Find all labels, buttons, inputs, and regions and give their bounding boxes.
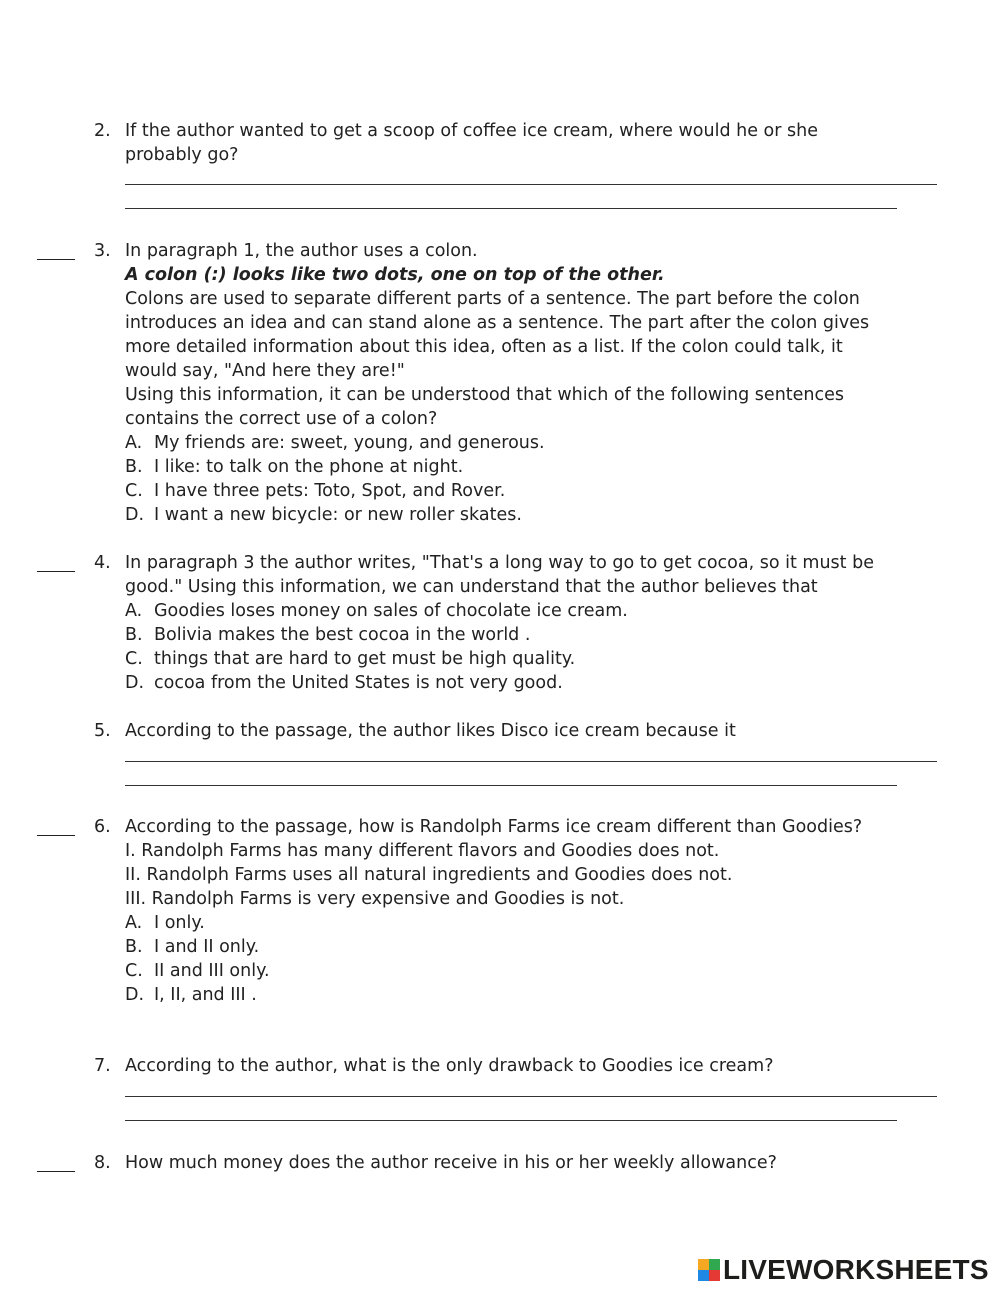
question-line: introduces an idea and can stand alone as a sentence. The part after the colon gives xyxy=(125,313,870,333)
choice-text: Goodies loses money on sales of chocolate ice cream. xyxy=(154,601,628,621)
question-line: If the author wanted to get a scoop of coffee ice cream, where would he or she xyxy=(125,121,819,141)
answer-blank[interactable] xyxy=(37,835,75,836)
choice-text: I like: to talk on the phone at night. xyxy=(154,457,464,477)
answer-blank[interactable] xyxy=(37,571,75,572)
choice-text: things that are hard to get must be high quality. xyxy=(154,649,576,669)
colon-definition: A colon (:) looks like two dots, one on top of the other. xyxy=(125,265,665,285)
answer-blank[interactable] xyxy=(37,259,75,260)
logo-block xyxy=(709,1259,720,1270)
choice-a xyxy=(125,599,940,623)
question-text xyxy=(125,1054,940,1078)
question-line: would say, "And here they are!" xyxy=(125,361,405,381)
question-line: Using this information, it can be understood that which of the following sentences xyxy=(125,385,845,405)
choice-text: I have three pets: Toto, Spot, and Rover. xyxy=(154,481,506,501)
question-line: good." Using this information, we can understand that the author believes that xyxy=(125,577,818,597)
choice-b xyxy=(125,455,940,479)
question-text xyxy=(125,239,940,527)
question-number: 2. xyxy=(94,121,111,141)
logo-block xyxy=(698,1259,709,1270)
choice-letter: A. xyxy=(125,913,143,933)
answer-line[interactable] xyxy=(125,208,897,209)
question-text xyxy=(125,1151,940,1175)
question-line: In paragraph 1, the author uses a colon. xyxy=(125,241,478,261)
question-line: probably go? xyxy=(125,145,239,165)
choice-letter: C. xyxy=(125,961,143,981)
choice-d xyxy=(125,671,940,695)
choice-text: II and III only. xyxy=(154,961,270,981)
choice-d xyxy=(125,983,940,1007)
answer-line[interactable] xyxy=(125,1120,897,1121)
choice-letter: A. xyxy=(125,601,143,621)
question-text xyxy=(125,719,940,743)
statement-2: II. Randolph Farms uses all natural ingredients and Goodies does not. xyxy=(125,865,733,885)
choice-text: cocoa from the United States is not very good. xyxy=(154,673,563,693)
question-line: In paragraph 3 the author writes, "That's a long way to go to get cocoa, so it must be xyxy=(125,553,874,573)
question-number: 4. xyxy=(94,553,111,573)
choice-letter: B. xyxy=(125,457,143,477)
choice-b xyxy=(125,623,940,647)
choice-text: I and II only. xyxy=(154,937,260,957)
question-number: 6. xyxy=(94,817,111,837)
answer-line[interactable] xyxy=(125,1096,937,1097)
choice-letter: D. xyxy=(125,985,145,1005)
question-line: contains the correct use of a colon? xyxy=(125,409,438,429)
choice-a xyxy=(125,911,940,935)
liveworksheets-logo xyxy=(698,1255,989,1285)
choice-letter: C. xyxy=(125,481,143,501)
choice-b xyxy=(125,935,940,959)
choice-c xyxy=(125,647,940,671)
choice-d xyxy=(125,503,940,527)
question-number: 5. xyxy=(94,721,111,741)
question-line: According to the passage, the author likes Disco ice cream because it xyxy=(125,721,736,741)
question-number: 8. xyxy=(94,1153,111,1173)
choice-text: Bolivia makes the best cocoa in the world . xyxy=(154,625,531,645)
question-number: 3. xyxy=(94,241,111,261)
choice-a xyxy=(125,431,940,455)
choice-letter: B. xyxy=(125,937,143,957)
statement-3: III. Randolph Farms is very expensive and Goodies is not. xyxy=(125,889,625,909)
answer-line[interactable] xyxy=(125,184,937,185)
choice-letter: A. xyxy=(125,433,143,453)
question-line: How much money does the author receive in his or her weekly allowance? xyxy=(125,1153,777,1173)
question-line: According to the passage, how is Randolph Farms ice cream different than Goodies? xyxy=(125,817,863,837)
answer-line[interactable] xyxy=(125,761,937,762)
logo-text: LIVEWORKSHEETS xyxy=(723,1254,989,1285)
choice-text: I want a new bicycle: or new roller skates. xyxy=(154,505,522,525)
statement-1: I. Randolph Farms has many different flavors and Goodies does not. xyxy=(125,841,720,861)
logo-block xyxy=(709,1270,720,1281)
question-text xyxy=(125,551,940,695)
choice-c xyxy=(125,479,940,503)
choice-text: I, II, and III . xyxy=(154,985,257,1005)
question-text xyxy=(125,815,940,1007)
choice-c xyxy=(125,959,940,983)
answer-blank[interactable] xyxy=(37,1171,75,1172)
answer-line[interactable] xyxy=(125,785,897,786)
question-text xyxy=(125,119,940,167)
liveworksheets-logo-icon xyxy=(698,1259,720,1281)
question-line: According to the author, what is the only drawback to Goodies ice cream? xyxy=(125,1056,774,1076)
choice-text: I only. xyxy=(154,913,205,933)
choice-letter: D. xyxy=(125,505,145,525)
choice-text: My friends are: sweet, young, and generous. xyxy=(154,433,545,453)
choice-letter: B. xyxy=(125,625,143,645)
choice-letter: D. xyxy=(125,673,145,693)
question-number: 7. xyxy=(94,1056,111,1076)
question-line: more detailed information about this idea, often as a list. If the colon could talk, it xyxy=(125,337,843,357)
logo-block xyxy=(698,1270,709,1281)
choice-letter: C. xyxy=(125,649,143,669)
question-line: Colons are used to separate different parts of a sentence. The part before the colon xyxy=(125,289,860,309)
